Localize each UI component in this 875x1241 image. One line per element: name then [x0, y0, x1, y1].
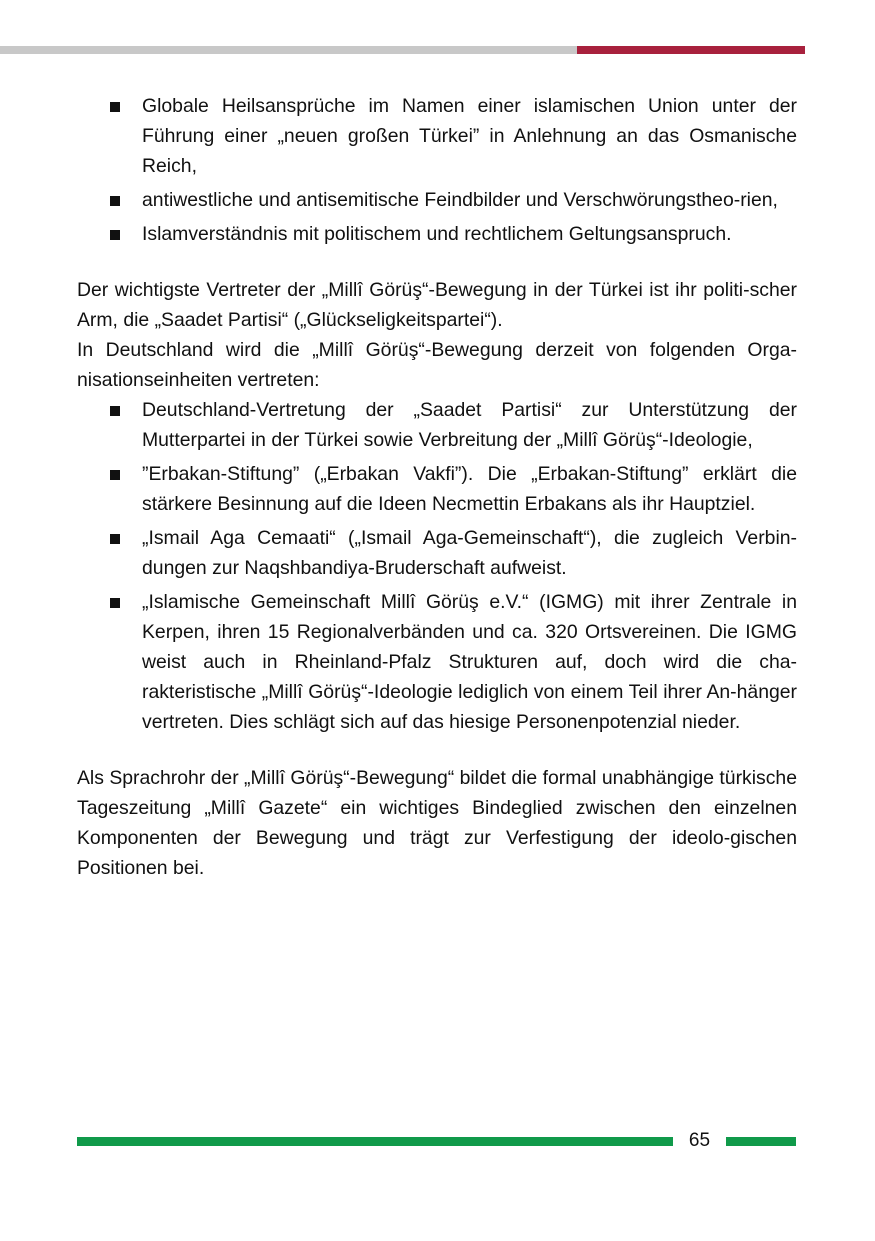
header-rule-accent [577, 46, 805, 54]
list-item [77, 219, 797, 249]
organisations-list [77, 395, 797, 737]
footer-rule-left [77, 1137, 673, 1146]
square-bullet-icon [110, 470, 120, 480]
list-item-text: ”Erbakan-Stiftung” („Erbakan Vakfi”). Die „Erbakan-Stiftung” erklärt die stärkere Besinnung auf die Ideen Necmettin Erbakans als ihr Hauptziel. [142, 463, 797, 515]
paragraph-saadet: Der wichtigste Vertreter der „Millî Görüş“-Bewegung in der Türkei ist ihr politi-scher Arm, die „Saadet Partisi“ („Glückseligkeitspartei“). [77, 279, 797, 331]
list-item [77, 587, 797, 737]
goals-list [77, 91, 797, 249]
list-item [77, 395, 797, 455]
list-item [77, 459, 797, 519]
list-item [77, 523, 797, 583]
square-bullet-icon [110, 406, 120, 416]
list-item [77, 185, 797, 215]
list-item-text: Globale Heilsansprüche im Namen einer islamischen Union unter der Führung einer „neuen großen Türkei” in Anlehnung an das Osmanische Reich, [142, 95, 797, 177]
list-item-text: „Islamische Gemeinschaft Millî Görüş e.V.“ (IGMG) mit ihrer Zentrale in Kerpen, ihren 15 Regionalverbänden und ca. 320 Ortsvereinen. Die IGMG weist auch in Rheinland-Pfalz Strukturen auf, doch wird die cha-rakteristische „Millî Görüş“-Ideologie lediglich von einem Teil ihrer An-hänger vertreten. Dies schlägt sich auf das hiesige Personenpotenzial nieder. [142, 591, 797, 733]
square-bullet-icon [110, 598, 120, 608]
header-rule-gray [0, 46, 577, 54]
list-item [77, 91, 797, 181]
footer-rule-right [726, 1137, 796, 1146]
page-body [77, 91, 797, 883]
page-number: 65 [688, 1130, 711, 1151]
list-item-text: antiwestliche und antisemitische Feindbilder und Verschwörungstheo-rien, [142, 189, 778, 211]
square-bullet-icon [110, 102, 120, 112]
square-bullet-icon [110, 534, 120, 544]
list-item-text: Islamverständnis mit politischem und rechtlichem Geltungsanspruch. [142, 223, 732, 245]
list-item-text: „Ismail Aga Cemaati“ („Ismail Aga-Gemeinschaft“), die zugleich Verbin-dungen zur Naqshbandiya-Bruderschaft aufweist. [142, 527, 797, 579]
paragraph-germany-intro: In Deutschland wird die „Millî Görüş“-Bewegung derzeit von folgenden Orga-nisationseinheiten vertreten: [77, 339, 797, 391]
paragraph-milli-gazete: Als Sprachrohr der „Millî Görüş“-Bewegung“ bildet die formal unabhängige türkische Tageszeitung „Millî Gazete“ ein wichtiges Bindeglied zwischen den einzelnen Komponenten der Bewegung und trägt zur Verfestigung der ideolo-gischen Positionen bei. [77, 767, 797, 879]
list-item-text: Deutschland-Vertretung der „Saadet Partisi“ zur Unterstützung der Mutterpartei in der Türkei sowie Verbreitung der „Millî Görüş“-Ideologie, [142, 399, 797, 451]
square-bullet-icon [110, 196, 120, 206]
square-bullet-icon [110, 230, 120, 240]
